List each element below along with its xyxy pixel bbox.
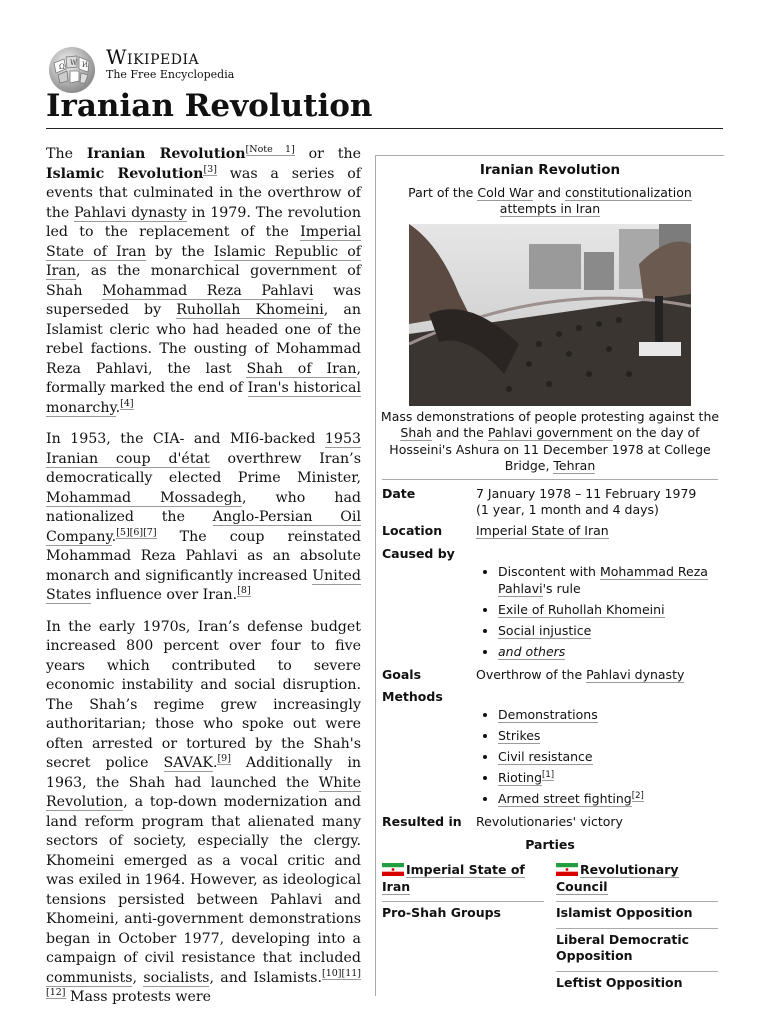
- party-item: [382, 859, 544, 902]
- parties-right: [550, 859, 724, 997]
- link-historical-monarchy[interactable]: Iran's historical monarchy: [46, 380, 361, 416]
- infobox-subtitle: Part of the Cold War and constitutionalization attempts in Iran: [408, 184, 692, 216]
- link-imperial-state[interactable]: Imperial State of Iran: [46, 224, 361, 260]
- methods-list: [476, 707, 718, 808]
- svg-text:Ω: Ω: [59, 63, 65, 71]
- svg-text:И: И: [82, 61, 89, 69]
- link-cold-war[interactable]: Cold War: [477, 184, 534, 200]
- article-body: [46, 145, 361, 1020]
- link-anglo-persian-oil[interactable]: Anglo-Persian Oil Company: [46, 509, 361, 545]
- reference-link[interactable]: [2]: [631, 790, 644, 801]
- iran-flag-icon: [382, 863, 404, 876]
- link-party[interactable]: Imperial State of Iran: [382, 862, 525, 894]
- link-islamic-republic[interactable]: Islamic Republic of Iran: [46, 243, 361, 279]
- list-item: [498, 644, 718, 661]
- parties-table: [376, 859, 724, 997]
- photo-caption: Mass demonstrations of people protesting against the Shah and the Pahlavi government on the day of Hosseini's Ashura on 11 December 1978 at College Bridge, Tehran: [380, 408, 720, 473]
- link-mohammad-mossadegh[interactable]: Mohammad Mossadegh: [46, 489, 242, 506]
- link-method[interactable]: Demonstrations: [498, 707, 598, 722]
- list-item: [498, 770, 718, 787]
- link-cause[interactable]: Mohammad Reza Pahlavi: [498, 564, 708, 596]
- link-location[interactable]: Imperial State of Iran: [476, 522, 609, 538]
- link-shah[interactable]: Shah: [400, 425, 432, 440]
- label-date: Date: [382, 485, 416, 501]
- wiki-name: Wikipedia: [106, 45, 200, 69]
- reference-link[interactable]: [10][11][12]: [46, 967, 361, 999]
- list-item: [498, 749, 718, 766]
- link-method[interactable]: Armed street fighting: [498, 791, 632, 806]
- reference-link[interactable]: [3]: [203, 163, 217, 175]
- link-pahlavi-government[interactable]: Pahlavi government: [487, 425, 613, 440]
- party-item: [556, 859, 718, 902]
- party-item: Pro-Shah Groups: [382, 905, 501, 920]
- reference-link[interactable]: [1]: [542, 769, 555, 780]
- party-item: Leftist Opposition: [556, 974, 683, 990]
- link-ruhollah-khomeini[interactable]: Ruhollah Khomeini: [176, 302, 324, 318]
- title-divider: [46, 128, 723, 129]
- link-cause[interactable]: and others: [498, 643, 566, 659]
- paragraph-2: In 1953, the CIA- and MI6-backed 1953 Iranian coup d'état overthrew Iran’s democratically elected Prime Minister, Mohammad Mossadegh, who had nationalized the Anglo-Persian Oil Company.[5][6][7] The coup reinstated Mohammad Reza Pahlavi as an absolute monarch and significantly increased United States influence over Iran.[8]: [46, 431, 361, 603]
- bold-term: Iranian Revolution: [86, 146, 246, 162]
- list-item: [498, 707, 718, 724]
- reference-link[interactable]: [9]: [217, 753, 231, 765]
- link-goal[interactable]: Pahlavi dynasty: [586, 666, 685, 682]
- link-tehran[interactable]: Tehran: [553, 458, 596, 473]
- link-communists[interactable]: communists: [46, 969, 133, 986]
- label-caused-by: Caused by: [382, 546, 455, 561]
- value-result: Revolutionaries' victory: [476, 814, 623, 829]
- paragraph-3: In the early 1970s, Iran’s defense budget increased 800 percent over four to five years which contributed to severe economic instability and social disruption. The Shah’s regime grew increasingly authoritarian; those who spoke out were often arrested or tortured by the Shah's secret police SAVAK.[9] Additionally in 1963, the Shah had launched the White Revolution, a top-down modernization and land reform program that alienated many sectors of society, especially the clergy. Khomeini emerged as a vocal critic and was exiled in 1964. However, as ideological tensions persisted between Pahlavi and Khomeini, anti-government demonstrations began in October 1977, developing into a campaign of civil resistance that included communists, socialists, and Islamists.[10][11][12] Mass protests were: [46, 618, 362, 1005]
- row-location: [376, 523, 724, 540]
- list-item: [498, 728, 718, 745]
- bold-term: Islamic Revolution: [46, 165, 204, 182]
- caused-list: [476, 564, 718, 660]
- infobox-title: Iranian Revolution: [479, 162, 621, 178]
- list-item: [498, 602, 718, 619]
- link-savak[interactable]: SAVAK: [163, 755, 213, 771]
- party-item: Islamist Opposition: [556, 902, 718, 929]
- protest-photo[interactable]: [409, 224, 691, 406]
- link-white-revolution[interactable]: White Revolution: [46, 774, 361, 810]
- link-shah-of-iran[interactable]: Shah of Iran: [246, 360, 357, 377]
- link-1953-coup[interactable]: 1953 Iranian coup d'état: [46, 431, 361, 467]
- link-pahlavi-dynasty[interactable]: Pahlavi dynasty: [74, 204, 187, 221]
- paragraph-1: The Iranian Revolution[Note 1] or the Islamic Revolution[3] was a series of events that culminated in the overthrow of the Pahlavi dynasty in 1979. The revolution led to the replacement of the Imperial State of Iran by the Islamic Republic of Iran, as the monarchical government of Shah Mohammad Reza Pahlavi was superseded by Ruhollah Khomeini, an Islamist cleric who had headed one of the rebel factions. The ousting of Mohammad Reza Pahlavi, the last Shah of Iran, formally marked the end of Iran's historical monarchy.[4]: [46, 144, 362, 416]
- list-item: [498, 791, 718, 808]
- row-goals: Goals Overthrow of the Pahlavi dynasty: [382, 666, 685, 682]
- label-location: Location: [382, 522, 443, 538]
- value-date: 7 January 1978 – 11 February 1979 (1 year, 1 month and 4 days): [476, 485, 697, 517]
- page-title: Iranian Revolution: [46, 88, 373, 124]
- reference-link[interactable]: [4]: [120, 397, 134, 409]
- link-cause[interactable]: Exile of Ruhollah Khomeini: [498, 601, 665, 617]
- link-party[interactable]: Revolutionary Council: [556, 862, 679, 894]
- row-result: [376, 814, 724, 831]
- link-cause[interactable]: Social injustice: [498, 622, 592, 638]
- link-socialists[interactable]: socialists: [143, 969, 210, 986]
- list-item: [498, 623, 718, 640]
- wiki-tagline: The Free Encyclopedia: [106, 68, 235, 81]
- svg-text:W: W: [70, 59, 78, 67]
- link-method[interactable]: Rioting: [498, 770, 543, 785]
- parties-left: [376, 859, 550, 997]
- reference-link[interactable]: [8]: [237, 585, 251, 597]
- row-methods: [376, 689, 724, 812]
- row-date: [376, 486, 724, 519]
- infobox: [375, 155, 724, 996]
- reference-link[interactable]: [5][6][7]: [116, 526, 157, 538]
- row-caused-by: [376, 546, 724, 665]
- label-result: Resulted in: [382, 814, 462, 829]
- link-method[interactable]: Strikes: [498, 728, 541, 743]
- link-united-states[interactable]: United States: [46, 567, 361, 603]
- wikipedia-wordmark[interactable]: [106, 46, 234, 82]
- parties-heading: Parties: [525, 836, 575, 852]
- label-goals: Goals: [382, 666, 422, 682]
- label-methods: Methods: [382, 689, 443, 704]
- link-method[interactable]: Civil resistance: [498, 749, 593, 764]
- party-item: Liberal Democratic Opposition: [556, 929, 718, 972]
- reference-link[interactable]: [Note 1]: [245, 144, 295, 156]
- divider: [382, 479, 718, 480]
- iran-flag-icon: [556, 863, 578, 876]
- link-constitutionalization[interactable]: constitutionalization attempts in Iran: [499, 184, 692, 216]
- link-mohammad-reza-pahlavi[interactable]: Mohammad Reza Pahlavi: [102, 282, 314, 299]
- list-item: • Discontent with Mohammad Reza Pahlavi's rule: [498, 564, 718, 597]
